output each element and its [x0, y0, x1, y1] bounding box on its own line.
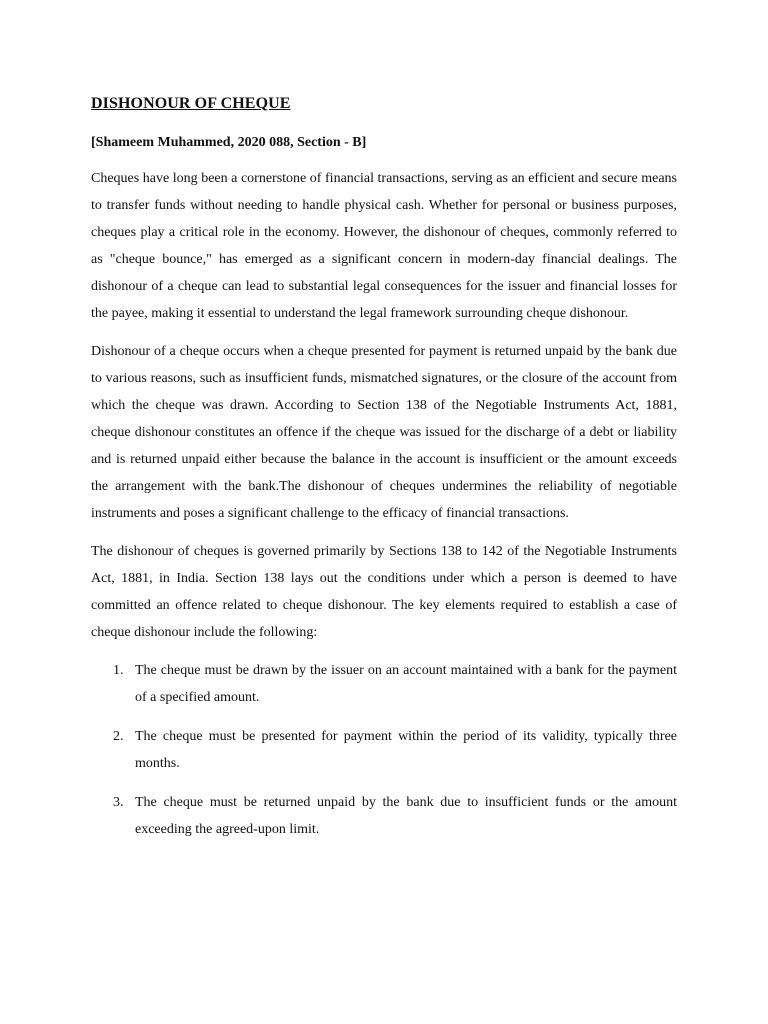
list-item-number: 3.	[113, 795, 124, 810]
paragraph-governing-law: The dishonour of cheques is governed primarily by Sections 138 to 142 of the Negotiable Instruments Act, 1881, in India. Section 138 lays out the conditions under which a person is deemed to have committed an offence related to cheque dishonour. The key elements required to establish a case of cheque dishonour include the following:	[91, 544, 677, 640]
list-item-number: 1.	[113, 663, 124, 678]
document-title: DISHONOUR OF CHEQUE	[91, 95, 291, 112]
list-item-number: 2.	[113, 729, 124, 744]
list-item-text: The cheque must be drawn by the issuer on an account maintained with a bank for the payment of a specified amount.	[135, 663, 677, 705]
list-item-text: The cheque must be returned unpaid by the bank due to insufficient funds or the amount exceeding the agreed-upon limit.	[135, 795, 677, 837]
list-item	[91, 723, 677, 777]
paragraph-intro: Cheques have long been a cornerstone of financial transactions, serving as an efficient and secure means to transfer funds without needing to handle physical cash. Whether for personal or business purposes, cheques play a critical role in the economy. However, the dishonour of cheques, commonly referred to as "cheque bounce," has emerged as a significant concern in modern-day financial dealings. The dishonour of a cheque can lead to substantial legal consequences for the issuer and financial losses for the payee, making it essential to understand the legal framework surrounding cheque dishonour.	[91, 171, 677, 321]
list-item	[91, 657, 677, 711]
document-page	[91, 92, 677, 855]
key-elements-list	[91, 657, 677, 843]
author-line: [Shameem Muhammed, 2020 088, Section - B]	[91, 135, 367, 150]
list-item-text: The cheque must be presented for payment within the period of its validity, typically three months.	[135, 729, 677, 771]
list-item	[91, 789, 677, 843]
paragraph-definition: Dishonour of a cheque occurs when a cheque presented for payment is returned unpaid by the bank due to various reasons, such as insufficient funds, mismatched signatures, or the closure of the account from which the cheque was drawn. According to Section 138 of the Negotiable Instruments Act, 1881, cheque dishonour constitutes an offence if the cheque was issued for the discharge of a debt or liability and is returned unpaid either because the balance in the account is insufficient or the amount exceeds the arrangement with the bank.The dishonour of cheques undermines the reliability of negotiable instruments and poses a significant challenge to the efficacy of financial transactions.	[91, 344, 677, 521]
